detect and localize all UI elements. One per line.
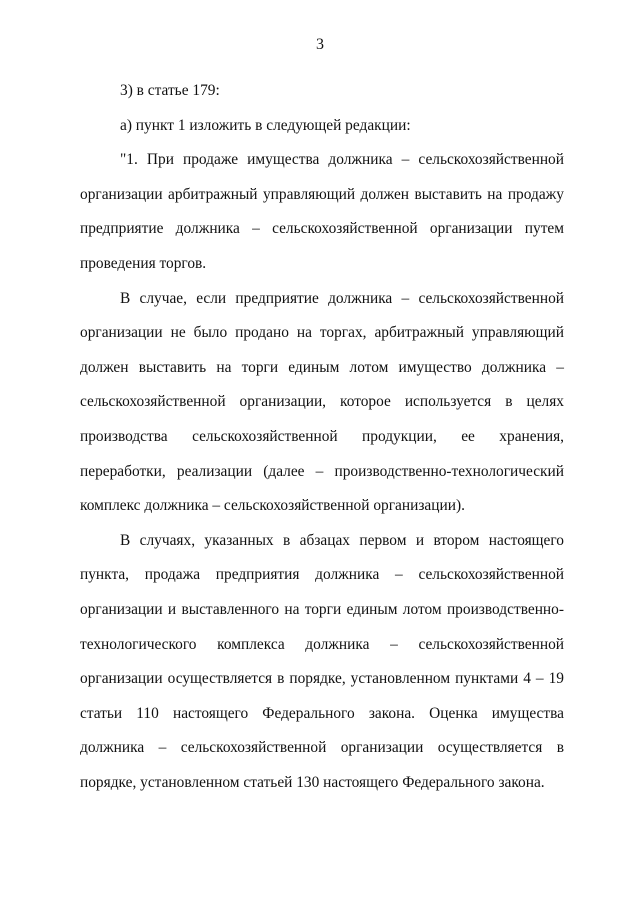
paragraph-item-a: а) пункт 1 изложить в следующей редакции:	[120, 116, 411, 134]
document-body	[80, 74, 564, 800]
page-number: 3	[316, 36, 324, 53]
paragraph-point-1: "1. При продаже имущества должника – сельскохозяйственной организации арбитражный управляющий должен выставить на продажу предприятие должника – сельскохозяйственной организации путем проведения торгов.	[80, 151, 564, 272]
paragraph-sale-procedure: В случаях, указанных в абзацах первом и втором настоящего пункта, продажа предприятия должника – сельскохозяйственной организации и выставленного на торги единым лотом производственно-технологического комплекса должника – сельскохозяйственной организации осуществляется в порядке, установленном пунктами 4 – 19 статьи 110 настоящего Федерального закона. Оценка имущества должника – сельскохозяйственной организации осуществляется в порядке, установленном статьей 130 настоящего Федерального закона.	[80, 531, 564, 791]
paragraph-article-179: 3) в статье 179:	[120, 82, 220, 99]
paragraph-case-not-sold: В случае, если предприятие должника – сельскохозяйственной организации не было продано на торгах, арбитражный управляющий должен выставить на торги единым лотом имущество должника – сельскохозяйственной организации, которое используется в целях производства сельскохозяйственной продукции, ее хранения, переработки, реализации (далее – производственно-технологический комплекс должника – сельскохозяйственной организации).	[80, 289, 564, 515]
